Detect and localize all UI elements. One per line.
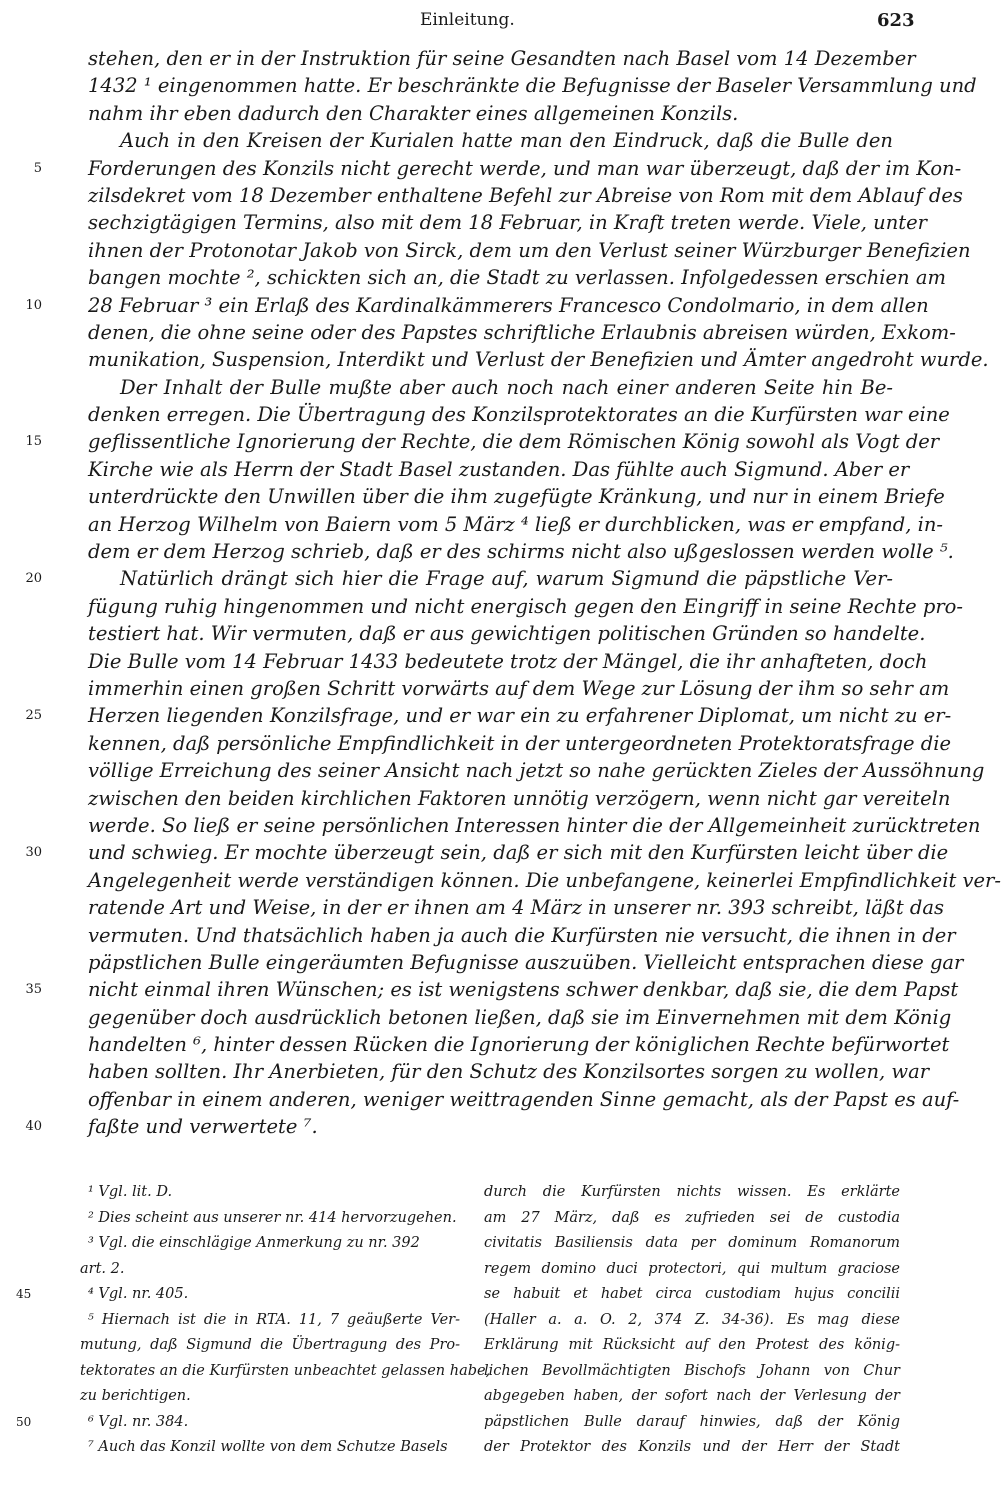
line-text: nicht einmal ihren Wünschen; es ist wenigstens schwer denkbar, daß sie, die dem Papst: [88, 978, 959, 1002]
text-line: [0, 785, 960, 812]
line-text: lichen Bevollmächtigten Bischofs Johann von Chur: [484, 1362, 900, 1379]
line-text: se habuit et habet circa custodiam hujus concilii: [484, 1286, 900, 1302]
line-text: zilsdekret vom 18 Dezember enthaltene Befehl zur Abreise von Rom mit dem Ablauf des: [88, 183, 963, 207]
footnote-line: [484, 1435, 900, 1461]
text-line: [0, 1004, 960, 1031]
line-text: civitatis Basiliensis data per dominum Romanorum: [484, 1235, 900, 1251]
footnotes: [0, 1180, 960, 1480]
text-line: [0, 319, 960, 346]
text-line: [0, 483, 960, 510]
line-text: denen, die ohne seine oder des Papstes schriftliche Erlaubnis abreisen würden, Exkom-: [88, 320, 956, 344]
line-number: 40: [25, 1119, 42, 1135]
line-number: 30: [25, 845, 42, 861]
line-text: ¹ Vgl. lit. D.: [88, 1184, 173, 1200]
line-text: bangen mochte ², schickten sich an, die Stadt zu verlassen. Infolgedessen erschien am: [88, 266, 946, 290]
line-text: ⁴ Vgl. nr. 405.: [88, 1286, 189, 1302]
line-text: Die Bulle vom 14 Februar 1433 bedeutete trotz der Mängel, die ihr anhafteten, doch: [88, 649, 928, 673]
text-line: [0, 264, 960, 291]
text-line: [0, 565, 960, 592]
footnote-line: [40, 1333, 465, 1359]
line-number: 5: [33, 160, 42, 176]
text-line: [0, 894, 960, 921]
line-text: fügung ruhig hingenommen und nicht energisch gegen den Eingriff in seine Rechte pro-: [88, 594, 963, 618]
footnote-line: [484, 1180, 900, 1206]
text-line: [0, 100, 960, 127]
line-text: der Protektor des Konzils und der Herr der Stadt: [484, 1439, 900, 1455]
text-line: [0, 675, 960, 702]
line-text: ratende Art und Weise, in der er ihnen am 4 März in unserer nr. 393 schreibt, läßt das: [88, 896, 945, 920]
footnotes-right-column: [484, 1180, 900, 1461]
line-text: 28 Februar ³ ein Erlaß des Kardinalkämmerers Francesco Condolmario, in dem allen: [88, 293, 929, 317]
footnote-line: [484, 1231, 900, 1257]
line-text: kennen, daß persönliche Empfindlichkeit in der untergeordneten Protektoratsfrage die: [88, 731, 952, 755]
text-line: [0, 757, 985, 784]
footnote-line: [16, 1410, 465, 1436]
line-text: tektorates an die Kurfürsten unbeachtet gelassen habe,: [80, 1362, 491, 1379]
line-text: immerhin einen großen Schritt vorwärts auf dem Wege zur Lösung der ihm so sehr am: [88, 676, 950, 700]
text-line: [0, 538, 960, 565]
text-line: [0, 867, 1001, 894]
footnote-line: [40, 1435, 465, 1461]
footnote-line: [40, 1231, 465, 1257]
line-text: völlige Erreichung des seiner Ansicht nach jetzt so nahe gerückten Zieles der Aussöhnung: [88, 759, 985, 783]
footnote-line: [484, 1206, 900, 1232]
footnote-line: [40, 1359, 491, 1385]
main-text: [0, 45, 1001, 1141]
line-text: nahm ihr eben dadurch den Charakter eines allgemeinen Konzils.: [88, 101, 739, 125]
footnote-line: [484, 1333, 900, 1359]
footnotes-left-column: [16, 1180, 491, 1461]
line-text: faßte und verwertete ⁷.: [88, 1115, 318, 1139]
text-line: [0, 839, 960, 866]
line-text: ⁵ Hiernach ist die in RTA. 11, 7 geäußerte Ver-: [88, 1311, 460, 1328]
text-line: [0, 620, 960, 647]
line-text: werde. So ließ er seine persönlichen Interessen hinter die der Allgemeinheit zurücktreten: [88, 813, 981, 837]
line-text: zwischen den beiden kirchlichen Faktoren unnötig verzögern, wenn nicht gar vereiteln: [88, 786, 951, 810]
footnote-line: [484, 1308, 900, 1334]
text-line: [0, 182, 963, 209]
footnote-line: [484, 1410, 900, 1436]
footnote-line: [40, 1308, 465, 1334]
text-line: [0, 511, 960, 538]
line-text: unterdrückte den Unwillen über die ihm zugefügte Kränkung, und nur in einem Briefe: [88, 485, 945, 509]
text-line: [0, 702, 960, 729]
line-text: stehen, den er in der Instruktion für seine Gesandten nach Basel vom 14 Dezember: [88, 47, 916, 70]
line-text: an Herzog Wilhelm von Baiern vom 5 März ⁴ ließ er durchblicken, was er empfand, in-: [88, 512, 944, 536]
line-text: päpstlichen Bulle darauf hinwies, daß der König: [484, 1413, 900, 1430]
line-number: 50: [16, 1414, 32, 1429]
text-line: [0, 72, 977, 99]
text-line: [0, 401, 960, 428]
line-text: testiert hat. Wir vermuten, daß er aus gewichtigen politischen Gründen so handelte.: [88, 622, 926, 646]
line-text: durch die Kurfürsten nichts wissen. Es erklärte: [484, 1184, 900, 1200]
page-number: 623: [877, 10, 915, 31]
line-text: am 27 März, daß es zufrieden sei de custodia: [484, 1209, 900, 1226]
text-line: [0, 374, 960, 401]
text-line: [0, 45, 960, 72]
line-text: Natürlich drängt sich hier die Frage auf, warum Sigmund die päpstliche Ver-: [120, 567, 893, 591]
text-line: [0, 127, 960, 154]
line-text: mutung, daß Sigmund die Übertragung des Pro-: [80, 1337, 460, 1353]
line-text: ⁶ Vgl. nr. 384.: [88, 1413, 189, 1430]
text-line: [0, 346, 989, 373]
text-line: [0, 292, 960, 319]
line-text: ⁷ Auch das Konzil wollte von dem Schutze Basels: [88, 1439, 448, 1455]
line-text: art. 2.: [80, 1260, 125, 1277]
line-text: zu berichtigen.: [80, 1388, 191, 1404]
line-text: Forderungen des Konzils nicht gerecht werde, und man war überzeugt, daß der im Kon-: [88, 156, 962, 180]
line-text: Auch in den Kreisen der Kurialen hatte man den Eindruck, daß die Bulle den: [120, 129, 893, 153]
line-number: 20: [25, 571, 42, 587]
text-line: [0, 648, 960, 675]
text-line: [0, 949, 964, 976]
footnote-line: [40, 1206, 465, 1232]
text-line: [0, 1058, 960, 1085]
text-line: [0, 155, 960, 182]
text-line: [0, 237, 971, 264]
text-line: [0, 1031, 960, 1058]
footnote-line: [484, 1384, 900, 1410]
text-line: [0, 976, 960, 1003]
running-title: Einleitung.: [420, 10, 515, 30]
line-text: abgegeben haben, der sofort nach der Verlesung der: [484, 1388, 900, 1404]
line-text: munikation, Suspension, Interdikt und Verlust der Benefizien und Ämter angedroht wurde.: [88, 348, 989, 372]
text-line: [0, 209, 960, 236]
footnote-line: [484, 1359, 900, 1385]
line-text: Erklärung mit Rücksicht auf den Protest des könig-: [484, 1337, 900, 1353]
text-line: [0, 1086, 960, 1113]
text-line: [0, 922, 960, 949]
line-text: ³ Vgl. die einschlägige Anmerkung zu nr. 392: [88, 1235, 420, 1251]
line-text: gegenüber doch ausdrücklich betonen ließen, daß sie im Einvernehmen mit dem König: [88, 1005, 952, 1029]
line-number: 15: [25, 434, 42, 450]
line-text: ihnen der Protonotar Jakob von Sirck, dem um den Verlust seiner Würzburger Benefizien: [88, 238, 971, 262]
line-number: 35: [25, 982, 42, 998]
line-text: denken erregen. Die Übertragung des Konzilsprotektorates an die Kurfürsten war eine: [88, 403, 950, 427]
line-text: 1432 ¹ eingenommen hatte. Er beschränkte die Befugnisse der Baseler Versammlung und: [88, 74, 977, 98]
text-line: [0, 456, 960, 483]
text-line: [0, 593, 963, 620]
line-text: regem domino duci protectori, qui multum graciose: [484, 1260, 900, 1277]
text-line: [0, 1113, 960, 1140]
line-text: Angelegenheit werde verständigen können. Die unbefangene, keinerlei Empfindlichkeit ver-: [88, 868, 1001, 892]
footnote-line: [484, 1282, 900, 1308]
line-text: geflissentliche Ignorierung der Rechte, die dem Römischen König sowohl als Vogt der: [88, 430, 940, 454]
running-header: [0, 10, 960, 36]
line-text: haben sollten. Ihr Anerbieten, für den Schutz des Konzilsortes sorgen zu wollen, war: [88, 1060, 930, 1084]
line-text: päpstlichen Bulle eingeräumten Befugnisse auszuüben. Vielleicht entsprachen diese gar: [88, 950, 964, 974]
line-text: sechzigtägigen Termins, also mit dem 18 Februar, in Kraft treten werde. Viele, unter: [88, 211, 927, 235]
text-line: [0, 428, 960, 455]
footnote-line: [16, 1282, 465, 1308]
line-text: dem er dem Herzog schrieb, daß er des schirms nicht also ußgeslossen werden wolle ⁵.: [88, 540, 954, 564]
line-text: vermuten. Und thatsächlich haben ja auch die Kurfürsten nie versucht, die ihnen in der: [88, 923, 956, 947]
footnote-line: [40, 1180, 465, 1206]
line-text: handelten ⁶, hinter dessen Rücken die Ignorierung der königlichen Rechte befürwortet: [88, 1033, 950, 1057]
text-line: [0, 812, 981, 839]
line-text: Der Inhalt der Bulle mußte aber auch noch nach einer anderen Seite hin Be-: [120, 375, 893, 399]
footnote-line: [484, 1257, 900, 1283]
line-text: offenbar in einem anderen, weniger weittragenden Sinne gemacht, als der Papst es auf-: [88, 1087, 960, 1111]
footnote-line: [40, 1257, 465, 1283]
line-text: Kirche wie als Herrn der Stadt Basel zustanden. Das fühlte auch Sigmund. Aber er: [88, 457, 910, 481]
line-number: 10: [25, 297, 42, 313]
line-text: ² Dies scheint aus unserer nr. 414 hervorzugehen.: [88, 1209, 457, 1226]
footnote-line: [40, 1384, 465, 1410]
line-number: 25: [25, 708, 42, 724]
text-line: [0, 730, 960, 757]
line-number: 45: [16, 1287, 32, 1301]
line-text: (Haller a. a. O. 2, 374 Z. 34-36). Es mag diese: [484, 1311, 900, 1328]
line-text: Herzen liegenden Konzilsfrage, und er war ein zu erfahrener Diplomat, um nicht zu er-: [88, 704, 952, 728]
line-text: und schwieg. Er mochte überzeugt sein, daß er sich mit den Kurfürsten leicht über die: [88, 841, 949, 865]
